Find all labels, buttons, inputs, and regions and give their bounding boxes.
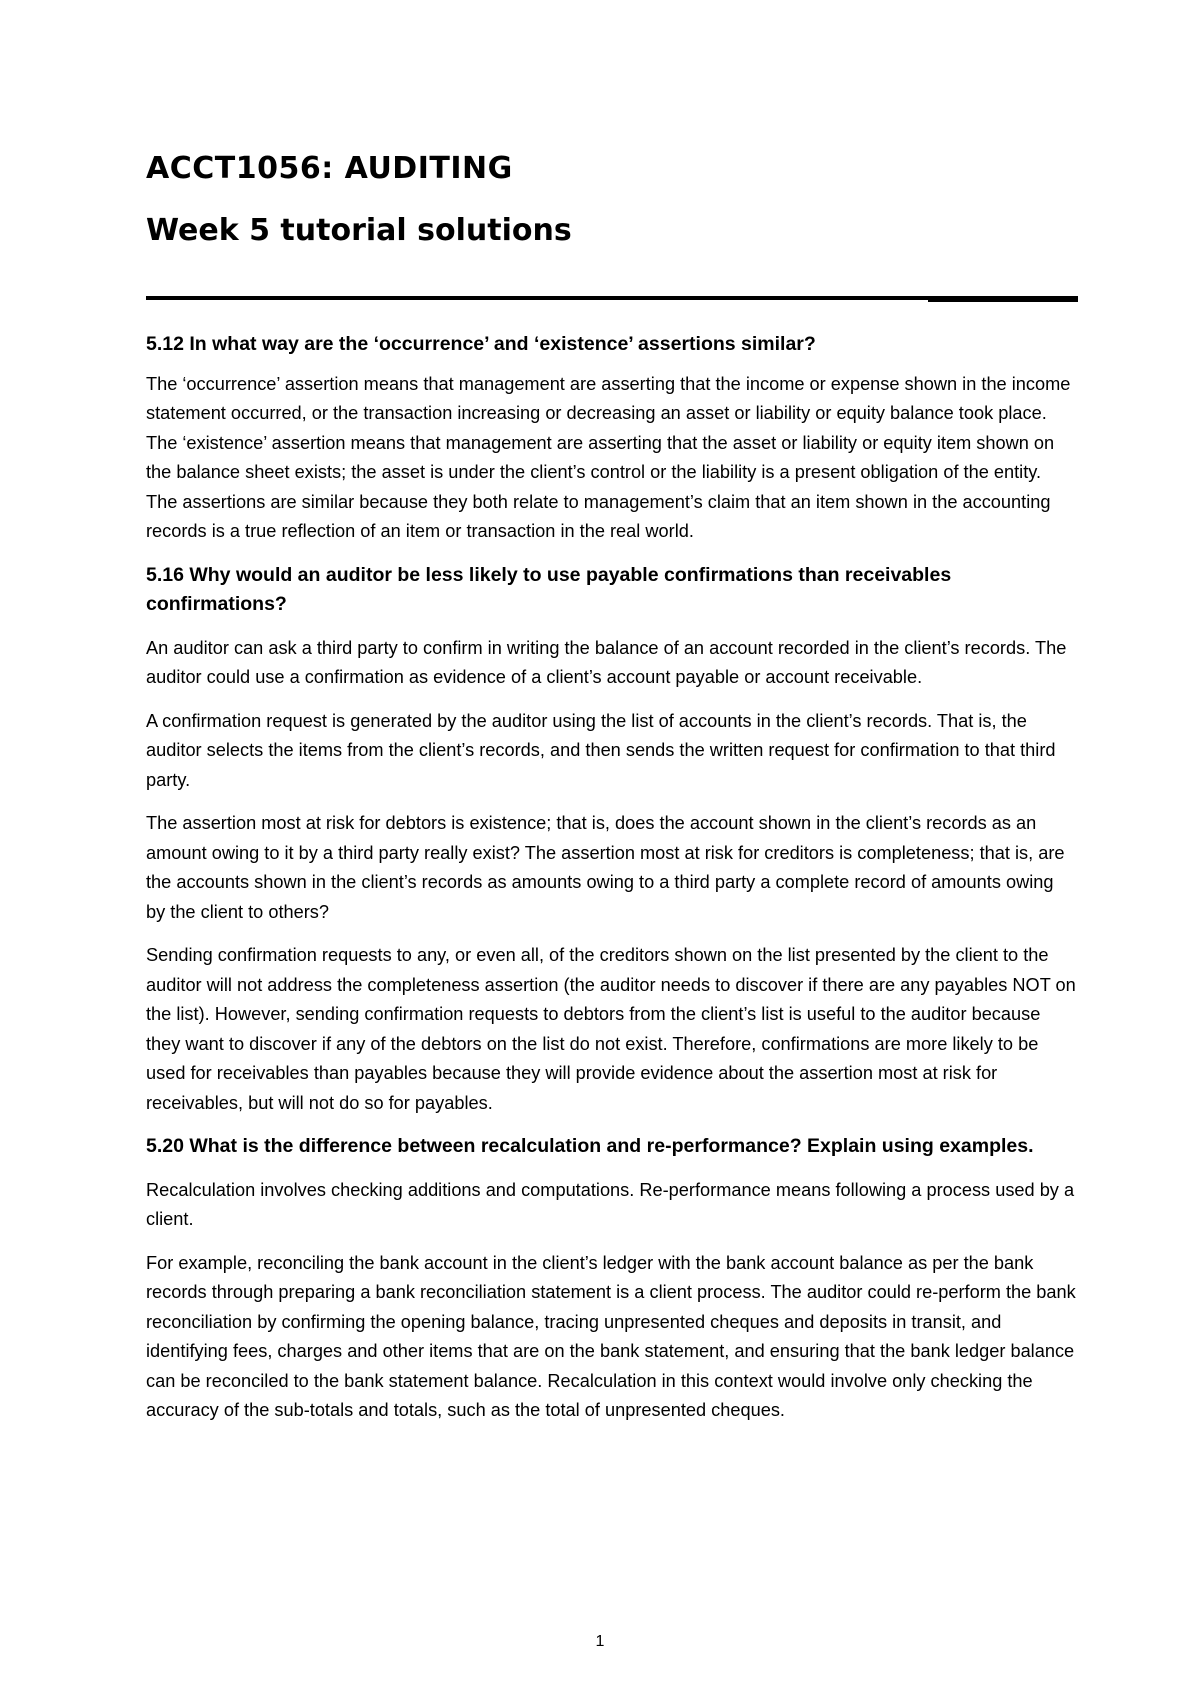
answer-paragraph: For example, reconciling the bank account in the client’s ledger with the bank account balance as per the bank records through preparing a bank reconciliation statement is a client process. The auditor could re-perform the bank reconciliation by confirming the opening balance, tracing unpresented cheques and deposits in transit, and identifying fees, charges and other items that are on the bank statement, and ensuring that the bank ledger balance can be reconciled to the bank statement balance. Recalculation in this context would involve only checking the accuracy of the sub-totals and totals, such as the total of unpresented cheques. <box>146 1252 1076 1420</box>
header-divider <box>146 296 1078 300</box>
answer-paragraph: An auditor can ask a third party to confirm in writing the balance of an account recorded in the client’s records. The auditor could use a confirmation as evidence of a client’s account payable or account receivable. <box>146 637 1067 687</box>
course-title: ACCT1056: AUDITING <box>146 151 513 186</box>
question-heading: 5.20 What is the difference between recalculation and re-performance? Explain using examples. <box>146 1135 1034 1157</box>
answer-paragraph: A confirmation request is generated by the auditor using the list of accounts in the client’s records. That is, the auditor selects the items from the client’s records, and then sends the written request for confirmation to that third party. <box>146 710 1056 790</box>
question-heading: 5.16 Why would an auditor be less likely to use payable confirmations than receivables confirmations? <box>146 563 952 615</box>
section-5-16 <box>146 561 1076 1119</box>
page-subtitle: Week 5 tutorial solutions <box>146 213 572 248</box>
answer-paragraph: The assertion most at risk for debtors is existence; that is, does the account shown in the client’s records as an amount owing to it by a third party really exist? The assertion most at risk for creditors is completeness; that is, are the accounts shown in the client’s records as amounts owing to a third party a complete record of amounts owing by the client to others? <box>146 813 1065 922</box>
page-number: 1 <box>595 1633 605 1650</box>
question-heading: 5.12 In what way are the ‘occurrence’ and ‘existence’ assertions similar? <box>146 333 816 355</box>
answer-paragraph: Recalculation involves checking additions and computations. Re-performance means following a process used by a client. <box>146 1179 1075 1229</box>
section-5-12 <box>146 330 1076 547</box>
answer-paragraph: The ‘occurrence’ assertion means that management are asserting that the income or expense shown in the income statement occurred, or the transaction increasing or decreasing an asset or liability or equity balance took place. The ‘existence’ assertion means that management are asserting that the asset or liability or equity item shown on the balance sheet exists; the asset is under the client’s control or the liability is a present obligation of the entity. The assertions are similar because they both relate to management’s claim that an item shown in the accounting records is a true reflection of an item or transaction in the real world. <box>146 373 1071 541</box>
section-5-20 <box>146 1132 1076 1426</box>
answer-paragraph: Sending confirmation requests to any, or even all, of the creditors shown on the list presented by the client to the auditor will not address the completeness assertion (the auditor needs to discover if there are any payables NOT on the list). However, sending confirmation requests to debtors from the client’s list is useful to the auditor because they want to discover if any of the debtors on the list do not exist. Therefore, confirmations are more likely to be used for receivables than payables because they will provide evidence about the assertion most at risk for receivables, but will not do so for payables. <box>146 945 1076 1113</box>
page-content <box>146 150 1076 1426</box>
